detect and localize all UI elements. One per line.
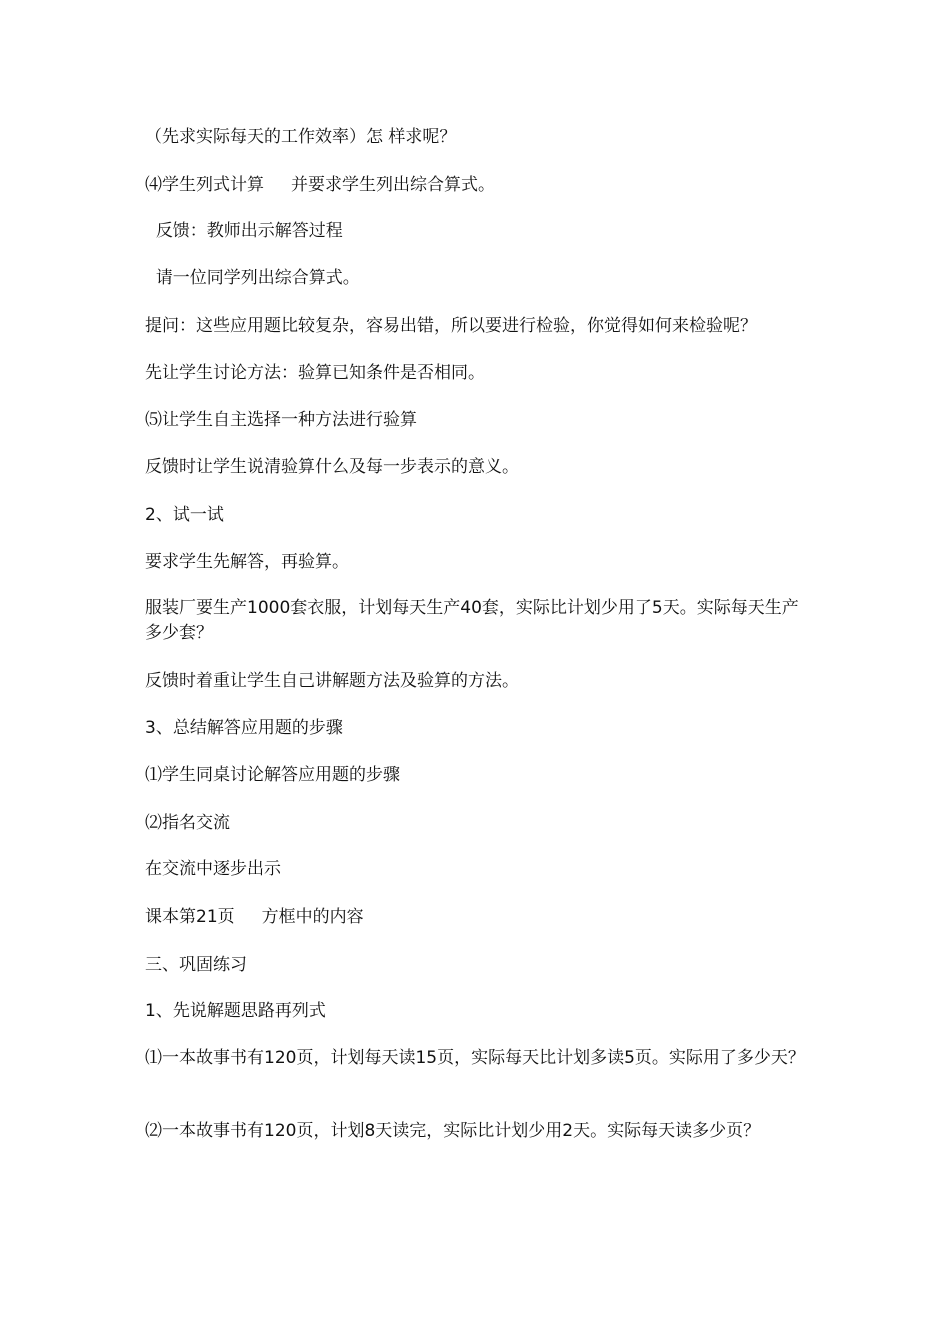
paragraph: 请一位同学列出综合算式。 [145, 268, 360, 288]
problem-text: ⑴一本故事书有120页，计划每天读15页，实际每天比计划多读5页。实际用了多少天？ [145, 1048, 805, 1068]
section-heading: 三、巩固练习 [145, 955, 247, 975]
paragraph: （先求实际每天的工作效率）怎 样求呢？ [145, 127, 457, 147]
paragraph: 要求学生先解答，再验算。 [145, 552, 349, 572]
section-heading: 3、总结解答应用题的步骤 [145, 718, 343, 738]
section-heading: 2、试一试 [145, 505, 224, 525]
paragraph: 提问：这些应用题比较复杂，容易出错，所以要进行检验，你觉得如何来检验呢？ [145, 316, 757, 336]
paragraph: ⑸让学生自主选择一种方法进行验算 [145, 410, 417, 430]
paragraph: ⑵指名交流 [145, 813, 230, 833]
problem-text: ⑵一本故事书有120页，计划8天读完，实际比计划少用2天。实际每天读多少页？ [145, 1121, 761, 1141]
paragraph: 先让学生讨论方法：验算已知条件是否相同。 [145, 363, 485, 383]
section-heading: 1、先说解题思路再列式 [145, 1001, 326, 1021]
paragraph: 反馈时让学生说清验算什么及每一步表示的意义。 [145, 457, 519, 477]
paragraph: ⑷学生列式计算 并要求学生列出综合算式。 [145, 175, 496, 195]
paragraph: 课本第21页 方框中的内容 [145, 907, 364, 927]
problem-text: 服装厂要生产1000套衣服，计划每天生产40套，实际比计划少用了5天。实际每天生产多少套？ [145, 598, 799, 643]
paragraph: ⑴学生同桌讨论解答应用题的步骤 [145, 765, 400, 785]
paragraph: 反馈：教师出示解答过程 [145, 221, 343, 241]
paragraph: 反馈时着重让学生自己讲解题方法及验算的方法。 [145, 671, 519, 691]
paragraph: 在交流中逐步出示 [145, 859, 281, 879]
